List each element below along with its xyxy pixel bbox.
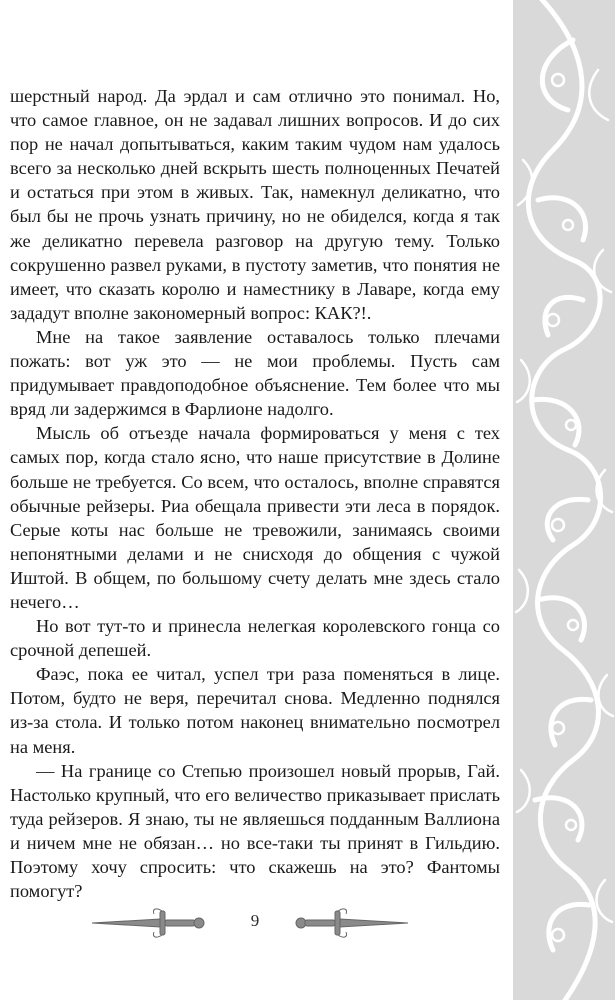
dagger-icon [90,905,220,941]
page-footer [90,895,420,955]
page-number: 9 [250,911,260,930]
dagger-icon [280,905,410,941]
chapter-text [10,84,500,903]
paragraph: шерстный народ. Да эрдал и сам отлично это понимал. Но, что самое главное, он не задавал лишних вопросов. И до сих пор не начал допытываться, каким таким чудом нам удалось всего за несколько дней вскрыть шесть полноценных Печатей и остаться при этом в живых. Так, намекнул деликатно, что был бы не прочь узнать причину, но не обиделся, когда я так же деликатно перевела разговор на другую тему. Только сокрушенно развел руками, в пустоту заметив, что понятия не имеет, что сказать королю и наместнику в Лаваре, когда ему зададут вполне закономерный вопрос: КАК?!. [10,86,500,323]
paragraph: Фаэс, пока ее читал, успел три раза поменяться в лице. Потом, будто не веря, перечитал снова. Медленно поднялся из-за стола. И только потом наконец внимательно посмотрел на меня. [10,664,500,757]
paragraph: Мысль об отъезде начала формироваться у меня с тех самых пор, когда стало ясно, что наше присутствие в Долине больше не требуется. Со всем, что осталось, вполне справятся обычные рейзеры. Риа обещала привести эти леса в порядок. Серые коты нас больше не тревожили, занимаясь своими непонятными делами и не снисходя до общения с чужой Иштой. В общем, по большому счету делать мне здесь стало нечего… [10,423,500,612]
paragraph: Мне на такое заявление оставалось только плечами пожать: вот уж это — не мои проблемы. Пусть сам придумывает правдоподобное объяснение. Тем более что мы вряд ли задержимся в Фарлионе надолго. [10,326,500,420]
floral-border-icon [513,0,615,1000]
paragraph: — На границе со Степью произошел новый прорыв, Гай. Настолько крупный, что его величество приказывает прислать туда рейзеров. Я знаю, ты не являешься подданным Валлиона и ничем мне не обязан… но все-таки ты принят в Гильдию. Поэтому хочу спросить: что скажешь на это? Фантомы помогут? [10,760,500,902]
floral-border-ornament [513,0,615,1000]
paragraph: Но вот тут-то и принесла нелегкая королевского гонца со срочной депешей. [10,616,500,661]
